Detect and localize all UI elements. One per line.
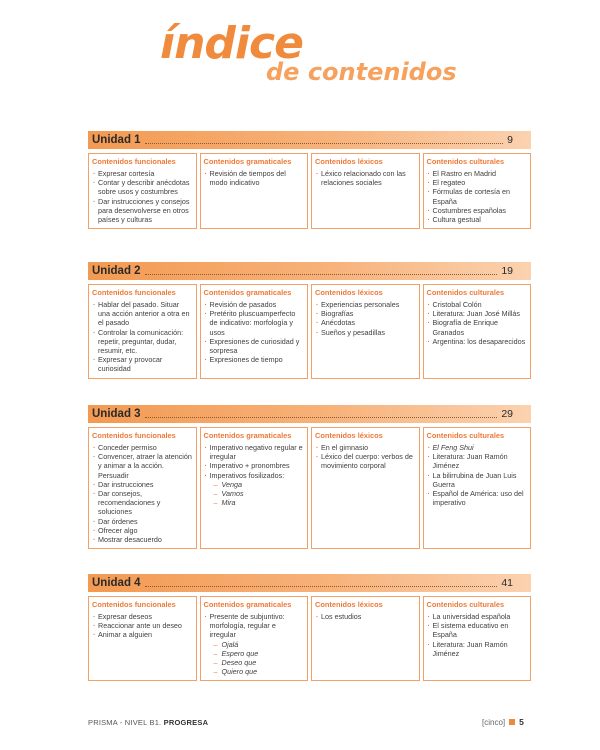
footer-page-word: [cinco] (482, 717, 506, 727)
unit-title: Unidad 3 (92, 408, 141, 420)
column-lexicos (311, 284, 420, 379)
list-item: · Cristobal Colón (427, 300, 528, 309)
list-item: · Dar consejos, recomendaciones y soluciones (92, 489, 193, 517)
list-subitem: – Espero que (204, 649, 305, 658)
leader-dots (145, 586, 498, 587)
square-icon (509, 719, 515, 725)
unit-section (88, 131, 531, 229)
list-item: · Los estudios (315, 612, 416, 621)
unit-page-number: 9 (507, 134, 513, 146)
content-list (315, 443, 416, 471)
column-lexicos (311, 153, 420, 229)
list-item: · Imperativos fosilizados: (204, 471, 305, 480)
column-culturales (423, 153, 532, 229)
content-list (92, 612, 193, 640)
content-list (315, 300, 416, 337)
list-item: · Léxico relacionado con las relaciones sociales (315, 169, 416, 187)
column-heading: Contenidos léxicos (315, 157, 383, 166)
list-item: · Argentina: los desaparecidos (427, 337, 528, 346)
list-item: · Controlar la comunicación: repetir, preguntar, dudar, resumir, etc. (92, 328, 193, 356)
list-item: · Literatura: Juan Ramón Jiménez (427, 640, 528, 658)
column-culturales (423, 284, 532, 379)
unit-header[interactable] (88, 405, 531, 423)
column-heading: Contenidos léxicos (315, 288, 383, 297)
content-list (204, 300, 305, 364)
list-item: · Pretérito pluscuamperfecto de indicativo: morfología y usos (204, 309, 305, 337)
list-item: · Sueños y pesadillas (315, 328, 416, 337)
unit-section (88, 574, 531, 681)
list-item: · Imperativo negativo regular e irregular (204, 443, 305, 461)
list-item: · En el gimnasio (315, 443, 416, 452)
column-funcionales (88, 427, 197, 549)
column-gramaticales (200, 596, 309, 681)
content-list (427, 612, 528, 658)
list-item: · Conceder permiso (92, 443, 193, 452)
list-item: · Expresiones de curiosidad y sorpresa (204, 337, 305, 355)
list-item: · Biografía de Enrique Granados (427, 318, 528, 336)
column-heading: Contenidos funcionales (92, 600, 176, 609)
column-funcionales (88, 284, 197, 379)
leader-dots (145, 417, 498, 418)
column-funcionales (88, 153, 197, 229)
list-item: · Revisión de pasados (204, 300, 305, 309)
column-heading: Contenidos culturales (426, 157, 505, 166)
unit-columns (88, 427, 531, 549)
leader-dots (145, 143, 504, 144)
list-item: · El sistema educativo en España (427, 621, 528, 639)
column-heading: Contenidos funcionales (92, 157, 176, 166)
list-item: · Cultura gestual (427, 215, 528, 224)
unit-title: Unidad 1 (92, 134, 141, 146)
footer-page-number: 5 (519, 717, 524, 727)
unit-title: Unidad 4 (92, 577, 141, 589)
list-item: · Experiencias personales (315, 300, 416, 309)
column-heading: Contenidos culturales (426, 600, 505, 609)
column-heading: Contenidos gramaticales (203, 288, 292, 297)
column-heading: Contenidos léxicos (315, 600, 383, 609)
list-item: · La universidad española (427, 612, 528, 621)
content-list (427, 300, 528, 346)
footer-prefix: PRISMA - NIVEL B1. (88, 718, 162, 727)
list-subitem: – Deseo que (204, 658, 305, 667)
list-item: · Hablar del pasado. Situar una acción anterior a otra en el pasado (92, 300, 193, 328)
content-list (92, 443, 193, 544)
footer-book-title (88, 718, 208, 727)
column-lexicos (311, 427, 420, 549)
column-gramaticales (200, 284, 309, 379)
list-item: · Expresar cortesía (92, 169, 193, 178)
list-item: · Reaccionar ante un deseo (92, 621, 193, 630)
content-list (315, 169, 416, 187)
list-item: · Léxico del cuerpo: verbos de movimiento corporal (315, 452, 416, 470)
list-subitem: – Venga (204, 480, 305, 489)
list-item: · La bilirrubina de Juan Luis Guerra (427, 471, 528, 489)
unit-header[interactable] (88, 574, 531, 592)
unit-title: Unidad 2 (92, 265, 141, 277)
unit-columns (88, 153, 531, 229)
footer-page (482, 717, 524, 727)
list-item: · Presente de subjuntivo: morfología, regular e irregular (204, 612, 305, 640)
content-list (427, 169, 528, 224)
column-heading: Contenidos gramaticales (203, 600, 292, 609)
column-heading: Contenidos funcionales (92, 431, 176, 440)
content-list (92, 300, 193, 374)
list-item: · Fórmulas de cortesía en España (427, 187, 528, 205)
content-list (92, 169, 193, 224)
column-heading: Contenidos culturales (426, 431, 505, 440)
unit-page-number: 41 (501, 577, 513, 589)
column-funcionales (88, 596, 197, 681)
page-title (160, 18, 490, 88)
list-item: · Literatura: Juan José Millás (427, 309, 528, 318)
list-item: · Biografías (315, 309, 416, 318)
list-item: · Dar instrucciones y consejos para desenvolverse en otros países y culturas (92, 197, 193, 225)
title-sub: de contenidos (266, 58, 457, 86)
unit-page-number: 29 (501, 408, 513, 420)
column-heading: Contenidos funcionales (92, 288, 176, 297)
column-heading: Contenidos léxicos (315, 431, 383, 440)
list-item: · Español de América: uso del imperativo (427, 489, 528, 507)
list-subitem: – Mira (204, 498, 305, 507)
list-item: · Animar a alguien (92, 630, 193, 639)
list-item: · Anécdotas (315, 318, 416, 327)
leader-dots (145, 274, 498, 275)
column-gramaticales (200, 153, 309, 229)
content-list (204, 443, 305, 507)
list-item: · El Rastro en Madrid (427, 169, 528, 178)
list-subitem: – Quiero que (204, 667, 305, 676)
list-item: · Mostrar desacuerdo (92, 535, 193, 544)
list-item: · Imperativo + pronombres (204, 461, 305, 470)
unit-header[interactable] (88, 262, 531, 280)
content-list (315, 612, 416, 621)
list-item: · Expresar y provocar curiosidad (92, 355, 193, 373)
unit-section (88, 405, 531, 549)
content-list (204, 169, 305, 187)
list-subitem: – Vamos (204, 489, 305, 498)
list-item: · Costumbres españolas (427, 206, 528, 215)
footer-bold: PROGRESA (163, 718, 209, 727)
column-heading: Contenidos gramaticales (203, 431, 292, 440)
unit-page-number: 19 (501, 265, 513, 277)
list-item: · Dar órdenes (92, 517, 193, 526)
unit-columns (88, 596, 531, 681)
unit-section (88, 262, 531, 379)
column-culturales (423, 427, 532, 549)
content-list (427, 443, 528, 507)
column-culturales (423, 596, 532, 681)
list-item: · Expresar deseos (92, 612, 193, 621)
list-item: · El Feng Shui (427, 443, 528, 452)
column-gramaticales (200, 427, 309, 549)
unit-header[interactable] (88, 131, 531, 149)
list-subitem: – Ojalá (204, 640, 305, 649)
title-main: índice (160, 18, 303, 69)
column-heading: Contenidos gramaticales (203, 157, 292, 166)
list-item: · Contar y describir anécdotas sobre usos y costumbres (92, 178, 193, 196)
list-item: · Convencer, atraer la atención y animar a la acción. Persuadir (92, 452, 193, 480)
content-list (204, 612, 305, 676)
list-item: · Revisión de tiempos del modo indicativo (204, 169, 305, 187)
list-item: · El regateo (427, 178, 528, 187)
list-item: · Ofrecer algo (92, 526, 193, 535)
column-heading: Contenidos culturales (426, 288, 505, 297)
unit-columns (88, 284, 531, 379)
list-item: · Expresiones de tiempo (204, 355, 305, 364)
column-lexicos (311, 596, 420, 681)
list-item: · Dar instrucciones (92, 480, 193, 489)
list-item: · Literatura: Juan Ramón Jiménez (427, 452, 528, 470)
